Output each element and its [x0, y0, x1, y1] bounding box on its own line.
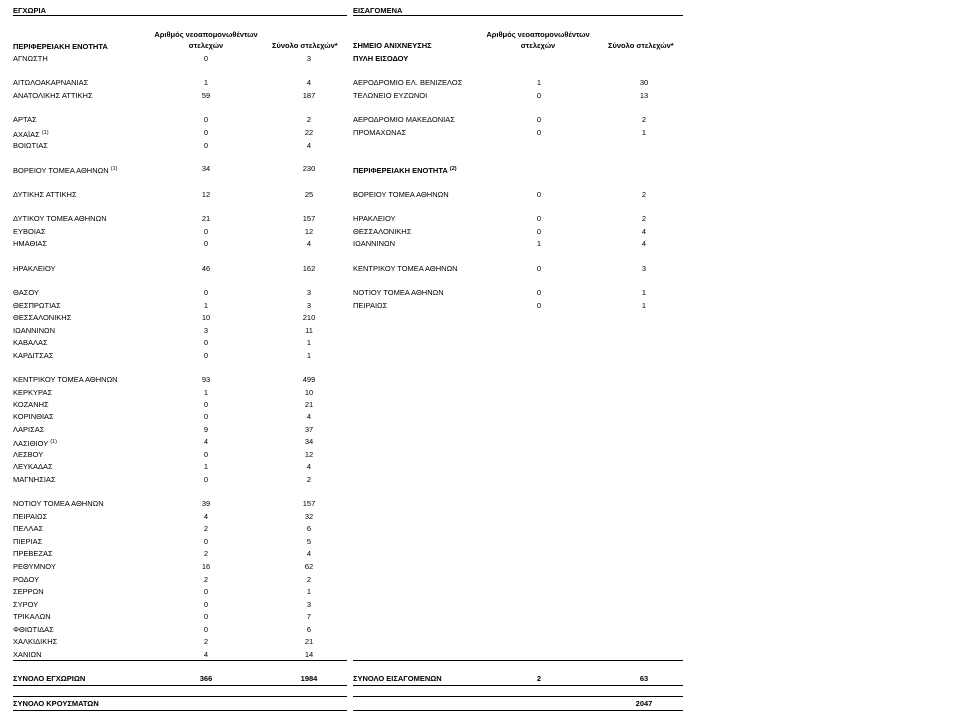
imported-region-row-new: 0: [536, 214, 542, 223]
domestic-row-name: ΑΧΑΪΑΣ $^{(1)}$: [13, 130, 49, 139]
entry-point-row-name: ΑΕΡΟΔΡΟΜΙΟ ΜΑΚΕΔΟΝΙΑΣ: [353, 115, 455, 124]
imported-region-row-name: ΝΟΤΙΟΥ ΤΟΜΕΑ ΑΘΗΝΩΝ: [353, 288, 444, 297]
domestic-row-new: 0: [203, 288, 209, 297]
domestic-row-total: 4: [306, 462, 312, 471]
imported-region-row-total: 1: [641, 301, 647, 310]
domestic-row-total: 1: [306, 587, 312, 596]
domestic-row-new: 0: [203, 227, 209, 236]
domestic-row-total: 4: [306, 78, 312, 87]
domestic-total-header: Σύνολο στελεχών*: [272, 41, 338, 50]
domestic-row-name: ΒΟΡΕΙΟΥ ΤΟΜΕΑ ΑΘΗΝΩΝ $^{(1)}$: [13, 166, 118, 175]
grand-total-label: ΣΥΝΟΛΟ ΚΡΟΥΣΜΑΤΩΝ: [13, 699, 99, 708]
domestic-row-new: 0: [203, 625, 209, 634]
domestic-row-name: ΦΘΙΩΤΙΔΑΣ: [13, 625, 54, 634]
domestic-row-new: 0: [203, 54, 209, 63]
imported-region-row-new: 0: [536, 264, 542, 273]
imported-region-row-total: 3: [641, 264, 647, 273]
imported-region-row-total: 2: [641, 214, 647, 223]
domestic-row-name: ΧΑΛΚΙΔΙΚΗΣ: [13, 637, 58, 646]
domestic-total-label: ΣΥΝΟΛΟ ΕΓΧΩΡΙΩΝ: [13, 674, 86, 683]
domestic-row-total: 25: [304, 190, 314, 199]
domestic-row-new: 4: [203, 650, 209, 659]
domestic-row-name: ΠΕΛΛΑΣ: [13, 524, 44, 533]
domestic-row-name: ΕΥΒΟΙΑΣ: [13, 227, 46, 236]
domestic-row-name: ΚΑΒΑΛΑΣ: [13, 338, 48, 347]
domestic-new-header-line2: στελεχών: [188, 41, 224, 50]
domestic-row-name: ΒΟΙΩΤΙΑΣ: [13, 141, 48, 150]
imported-section-title: ΕΙΣΑΓΟΜΕΝΑ: [353, 6, 403, 15]
domestic-row-new: 0: [203, 351, 209, 360]
domestic-row-name: ΠΙΕΡΙΑΣ: [13, 537, 43, 546]
domestic-row-name: ΚΕΝΤΡΙΚΟΥ ΤΟΜΕΑ ΑΘΗΝΩΝ: [13, 375, 118, 384]
domestic-row-new: 10: [201, 313, 211, 322]
entry-point-row-name: ΠΡΟΜΑΧΩΝΑΣ: [353, 128, 407, 137]
domestic-row-name: ΡΟΔΟΥ: [13, 575, 40, 584]
domestic-row-name: ΗΡΑΚΛΕΙΟΥ: [13, 264, 56, 273]
domestic-row-total: 499: [302, 375, 316, 384]
entry-point-heading: ΠΥΛΗ ΕΙΣΟΔΟΥ: [353, 54, 409, 63]
domestic-row-new: 3: [203, 326, 209, 335]
imported-total-label: ΣΥΝΟΛΟ ΕΙΣΑΓΟΜΕΝΩΝ: [353, 674, 442, 683]
domestic-row-total: 2: [306, 475, 312, 484]
domestic-row-name: ΛΕΥΚΑΔΑΣ: [13, 462, 53, 471]
domestic-row-name: ΛΑΣΙΘΙΟΥ $^{(1)}$: [13, 439, 57, 448]
domestic-row-new: 59: [201, 91, 211, 100]
domestic-row-total: 3: [306, 301, 312, 310]
domestic-row-total: 37: [304, 425, 314, 434]
domestic-row-name: ΣΥΡΟΥ: [13, 600, 39, 609]
domestic-row-name: ΧΑΝΙΩΝ: [13, 650, 42, 659]
domestic-row-new: 34: [201, 164, 211, 173]
domestic-row-name: ΘΕΣΠΡΩΤΙΑΣ: [13, 301, 61, 310]
imported-region-row-name: ΠΕΙΡΑΙΩΣ: [353, 301, 388, 310]
domestic-row-total: 187: [302, 91, 316, 100]
entry-point-row-total: 30: [639, 78, 649, 87]
imported-new-header-line1: Αριθμός νεοαπομονωθέντων: [486, 30, 590, 39]
imported-region-row-new: 0: [536, 227, 542, 236]
entry-point-row-new: 0: [536, 91, 542, 100]
domestic-row-name: ΡΕΘΥΜΝΟΥ: [13, 562, 56, 571]
imported-region-row-total: 1: [641, 288, 647, 297]
domestic-row-total: 12: [304, 227, 314, 236]
domestic-row-total: 4: [306, 141, 312, 150]
domestic-row-new: 2: [203, 524, 209, 533]
domestic-row-total: 21: [304, 637, 314, 646]
imported-total-new: 2: [536, 674, 542, 683]
domestic-row-total: 6: [306, 625, 312, 634]
grand-total-bottom-rule-right: [353, 710, 683, 711]
domestic-row-total: 2: [306, 115, 312, 124]
domestic-row-name: ΘΕΣΣΑΛΟΝΙΚΗΣ: [13, 313, 72, 322]
domestic-row-new: 93: [201, 375, 211, 384]
domestic-row-new: 9: [203, 425, 209, 434]
domestic-row-total: 12: [304, 450, 314, 459]
domestic-row-total: 3: [306, 600, 312, 609]
domestic-row-total: 210: [302, 313, 316, 322]
domestic-row-new: 0: [203, 450, 209, 459]
entry-point-row-new: 0: [536, 115, 542, 124]
domestic-row-name: ΚΟΡΙΝΘΙΑΣ: [13, 412, 54, 421]
entry-point-row-total: 1: [641, 128, 647, 137]
domestic-row-total: 157: [302, 499, 316, 508]
domestic-row-new: 1: [203, 78, 209, 87]
domestic-total-bottom-rule: [13, 685, 347, 686]
entry-point-row-name: ΤΕΛΩΝΕΙΟ ΕΥΖΩΝΟΙ: [353, 91, 428, 100]
domestic-row-new: 16: [201, 562, 211, 571]
domestic-row-new: 1: [203, 388, 209, 397]
entry-point-row-new: 0: [536, 128, 542, 137]
domestic-row-total: 162: [302, 264, 316, 273]
domestic-row-new: 12: [201, 190, 211, 199]
domestic-row-total: 10: [304, 388, 314, 397]
domestic-row-total: 11: [305, 326, 313, 335]
domestic-row-name: ΚΟΖΑΝΗΣ: [13, 400, 49, 409]
imported-region-row-name: ΘΕΣΣΑΛΟΝΙΚΗΣ: [353, 227, 412, 236]
domestic-row-name: ΝΟΤΙΟΥ ΤΟΜΕΑ ΑΘΗΝΩΝ: [13, 499, 104, 508]
domestic-row-name: ΜΑΓΝΗΣΙΑΣ: [13, 475, 56, 484]
imported-region-row-name: ΙΩΑΝΝΙΝΩΝ: [353, 239, 396, 248]
domestic-row-new: 0: [203, 338, 209, 347]
domestic-row-new: 46: [201, 264, 211, 273]
grand-total-bottom-rule-left: [13, 710, 347, 711]
domestic-row-name: ΛΕΣΒΟΥ: [13, 450, 44, 459]
imported-region-row-new: 0: [536, 301, 542, 310]
imported-region-row-total: 4: [641, 239, 647, 248]
imported-region-row-name: ΗΡΑΚΛΕΙΟΥ: [353, 214, 396, 223]
imported-region-row-new: 0: [536, 190, 542, 199]
domestic-row-new: 1: [203, 462, 209, 471]
domestic-total-new: 366: [199, 674, 213, 683]
domestic-row-total: 2: [306, 575, 312, 584]
domestic-region-header: ΠΕΡΙΦΕΡΕΙΑΚΗ ΕΝΟΤΗΤΑ: [13, 42, 108, 51]
entry-point-row-name: ΑΕΡΟΔΡΟΜΙΟ ΕΛ. ΒΕΝΙΖΕΛΟΣ: [353, 78, 463, 87]
domestic-row-new: 0: [203, 612, 209, 621]
domestic-row-name: ΤΡΙΚΑΛΩΝ: [13, 612, 51, 621]
imported-title-rule: [353, 15, 683, 16]
domestic-row-total: 21: [304, 400, 314, 409]
imported-total-bottom-rule: [353, 685, 683, 686]
domestic-row-new: 0: [203, 412, 209, 421]
domestic-row-total: 32: [304, 512, 314, 521]
domestic-total-rule: [13, 660, 347, 661]
domestic-row-name: ΣΕΡΡΩΝ: [13, 587, 44, 596]
imported-region-row-name: ΚΕΝΤΡΙΚΟΥ ΤΟΜΕΑ ΑΘΗΝΩΝ: [353, 264, 458, 273]
entry-point-row-new: 1: [536, 78, 542, 87]
domestic-row-new: 0: [203, 128, 209, 137]
domestic-row-new: 21: [201, 214, 211, 223]
domestic-row-name: ΚΕΡΚΥΡΑΣ: [13, 388, 53, 397]
domestic-row-new: 0: [203, 115, 209, 124]
domestic-row-total: 3: [306, 54, 312, 63]
imported-region-row-name: ΒΟΡΕΙΟΥ ΤΟΜΕΑ ΑΘΗΝΩΝ: [353, 190, 449, 199]
domestic-row-name: ΗΜΑΘΙΑΣ: [13, 239, 48, 248]
domestic-row-total: 4: [306, 239, 312, 248]
domestic-row-new: 0: [203, 141, 209, 150]
grand-total-top-rule-right: [353, 696, 683, 697]
domestic-row-name: ΘΑΣΟΥ: [13, 288, 39, 297]
imported-region-row-new: 0: [536, 288, 542, 297]
domestic-row-total: 22: [304, 128, 314, 137]
domestic-row-name: ΛΑΡΙΣΑΣ: [13, 425, 45, 434]
imported-point-header: ΣΗΜΕΙΟ ΑΝΙΧΝΕΥΣΗΣ: [353, 41, 432, 50]
domestic-row-total: 6: [306, 524, 312, 533]
domestic-row-total: 7: [306, 612, 312, 621]
imported-region-row-total: 4: [641, 227, 647, 236]
domestic-row-total: 1: [306, 351, 312, 360]
domestic-row-new: 39: [201, 499, 211, 508]
domestic-row-total: 1: [306, 338, 312, 347]
domestic-row-new: 0: [203, 400, 209, 409]
domestic-row-total: 4: [306, 549, 312, 558]
domestic-row-name: ΙΩΑΝΝΙΝΩΝ: [13, 326, 56, 335]
grand-total-top-rule-left: [13, 696, 347, 697]
domestic-row-new: 2: [203, 549, 209, 558]
domestic-row-total: 5: [306, 537, 312, 546]
domestic-row-total: 14: [304, 650, 314, 659]
domestic-row-total: 157: [302, 214, 316, 223]
domestic-section-title: ΕΓΧΩΡΙΑ: [13, 6, 47, 15]
domestic-row-new: 0: [203, 475, 209, 484]
grand-total-value: 2047: [635, 699, 653, 708]
domestic-row-name: ΑΝΑΤΟΛΙΚΗΣ ΑΤΤΙΚΗΣ: [13, 91, 93, 100]
domestic-total-total: 1984: [300, 674, 318, 683]
domestic-title-rule: [13, 15, 347, 16]
domestic-row-name: ΚΑΡΔΙΤΣΑΣ: [13, 351, 54, 360]
imported-total-total: 63: [639, 674, 649, 683]
domestic-new-header-line1: Αριθμός νεοαπομονωθέντων: [154, 30, 258, 39]
domestic-row-name: ΑΡΤΑΣ: [13, 115, 37, 124]
domestic-row-new: 0: [203, 587, 209, 596]
domestic-row-total: 62: [304, 562, 314, 571]
domestic-row-name: ΠΡΕΒΕΖΑΣ: [13, 549, 53, 558]
domestic-row-total: 4: [306, 412, 312, 421]
domestic-row-name: ΠΕΙΡΑΙΩΣ: [13, 512, 48, 521]
domestic-row-name: ΔΥΤΙΚΟΥ ΤΟΜΕΑ ΑΘΗΝΩΝ: [13, 214, 107, 223]
domestic-row-new: 4: [203, 437, 209, 446]
imported-total-header: Σύνολο στελεχών*: [608, 41, 674, 50]
domestic-row-new: 2: [203, 575, 209, 584]
imported-region-heading: ΠΕΡΙΦΕΡΕΙΑΚΗ ΕΝΟΤΗΤΑ $^{(2)}$: [353, 166, 457, 175]
domestic-row-total: 3: [306, 288, 312, 297]
domestic-row-new: 0: [203, 600, 209, 609]
domestic-row-new: 2: [203, 637, 209, 646]
entry-point-row-total: 13: [639, 91, 649, 100]
imported-region-row-total: 2: [641, 190, 647, 199]
domestic-row-total: 230: [302, 164, 316, 173]
entry-point-row-total: 2: [641, 115, 647, 124]
domestic-row-name: ΑΓΝΩΣΤΗ: [13, 54, 48, 63]
domestic-row-new: 4: [203, 512, 209, 521]
domestic-row-new: 0: [203, 239, 209, 248]
domestic-row-name: ΑΙΤΩΛΟΑΚΑΡΝΑΝΙΑΣ: [13, 78, 89, 87]
imported-new-header-line2: στελεχών: [520, 41, 556, 50]
domestic-row-new: 0: [203, 537, 209, 546]
imported-total-rule: [353, 660, 683, 661]
imported-region-row-new: 1: [536, 239, 542, 248]
domestic-row-new: 1: [203, 301, 209, 310]
domestic-row-name: ΔΥΤΙΚΗΣ ΑΤΤΙΚΗΣ: [13, 190, 77, 199]
domestic-row-total: 34: [304, 437, 314, 446]
